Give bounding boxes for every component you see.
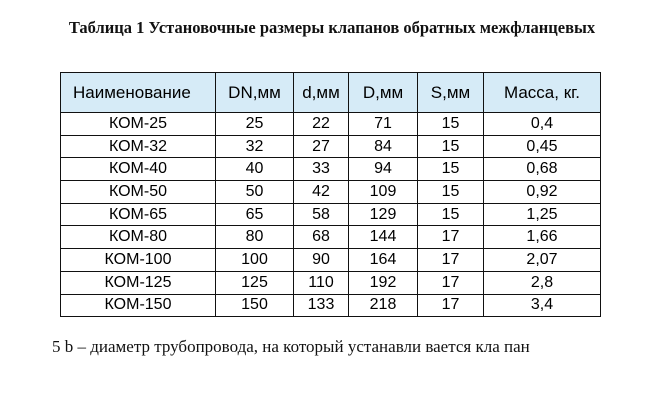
table-row	[61, 249, 601, 272]
table-row	[61, 271, 601, 294]
cell-s: 15	[418, 158, 484, 181]
header-d-small: d,мм	[294, 73, 349, 113]
cell-d-small: 110	[294, 271, 349, 294]
table-header	[61, 73, 601, 113]
cell-name: КОМ-50	[61, 181, 216, 204]
cell-name: КОМ-80	[61, 226, 216, 249]
table-row	[61, 203, 601, 226]
cell-dn: 40	[216, 158, 294, 181]
cell-d-small: 22	[294, 113, 349, 136]
cell-d-large: 192	[349, 271, 418, 294]
header-s: S,мм	[418, 73, 484, 113]
cell-d-small: 90	[294, 249, 349, 272]
cell-name: КОМ-100	[61, 249, 216, 272]
cell-s: 17	[418, 271, 484, 294]
footnote: 5 b – диаметр трубопровода, на который устанавли вается кла пан	[52, 337, 530, 356]
cell-d-small: 27	[294, 135, 349, 158]
table-row	[61, 181, 601, 204]
cell-s: 17	[418, 249, 484, 272]
cell-d-small: 33	[294, 158, 349, 181]
cell-mass: 0,68	[484, 158, 601, 181]
cell-s: 15	[418, 135, 484, 158]
cell-mass: 3,4	[484, 294, 601, 317]
table-row	[61, 294, 601, 317]
cell-dn: 100	[216, 249, 294, 272]
cell-name: КОМ-150	[61, 294, 216, 317]
cell-d-large: 94	[349, 158, 418, 181]
cell-name: КОМ-25	[61, 113, 216, 136]
cell-d-small: 42	[294, 181, 349, 204]
table-row	[61, 113, 601, 136]
header-mass: Масса, кг.	[484, 73, 601, 113]
cell-mass: 0,92	[484, 181, 601, 204]
cell-mass: 0,45	[484, 135, 601, 158]
cell-dn: 125	[216, 271, 294, 294]
cell-s: 17	[418, 294, 484, 317]
cell-s: 15	[418, 113, 484, 136]
cell-d-large: 164	[349, 249, 418, 272]
cell-d-large: 129	[349, 203, 418, 226]
header-row	[61, 73, 601, 113]
cell-dn: 80	[216, 226, 294, 249]
cell-mass: 2,07	[484, 249, 601, 272]
cell-d-small: 58	[294, 203, 349, 226]
cell-mass: 0,4	[484, 113, 601, 136]
cell-dn: 150	[216, 294, 294, 317]
cell-d-large: 144	[349, 226, 418, 249]
header-d-large: D,мм	[349, 73, 418, 113]
cell-dn: 50	[216, 181, 294, 204]
cell-dn: 65	[216, 203, 294, 226]
cell-d-large: 84	[349, 135, 418, 158]
header-name: Наименование	[61, 73, 216, 113]
cell-d-large: 218	[349, 294, 418, 317]
cell-mass: 2,8	[484, 271, 601, 294]
cell-dn: 25	[216, 113, 294, 136]
cell-d-small: 133	[294, 294, 349, 317]
cell-d-large: 109	[349, 181, 418, 204]
cell-d-small: 68	[294, 226, 349, 249]
cell-name: КОМ-125	[61, 271, 216, 294]
table-row	[61, 158, 601, 181]
cell-s: 15	[418, 181, 484, 204]
cell-name: КОМ-40	[61, 158, 216, 181]
cell-name: КОМ-32	[61, 135, 216, 158]
table-body	[61, 113, 601, 317]
cell-d-large: 71	[349, 113, 418, 136]
header-dn: DN,мм	[216, 73, 294, 113]
document-title: Таблица 1 Установочные размеры клапанов обратных межфланцевых	[68, 18, 596, 37]
cell-s: 15	[418, 203, 484, 226]
cell-name: КОМ-65	[61, 203, 216, 226]
table-row	[61, 226, 601, 249]
cell-s: 17	[418, 226, 484, 249]
cell-dn: 32	[216, 135, 294, 158]
table-row	[61, 135, 601, 158]
valve-dimensions-table	[60, 72, 601, 317]
cell-mass: 1,25	[484, 203, 601, 226]
cell-mass: 1,66	[484, 226, 601, 249]
